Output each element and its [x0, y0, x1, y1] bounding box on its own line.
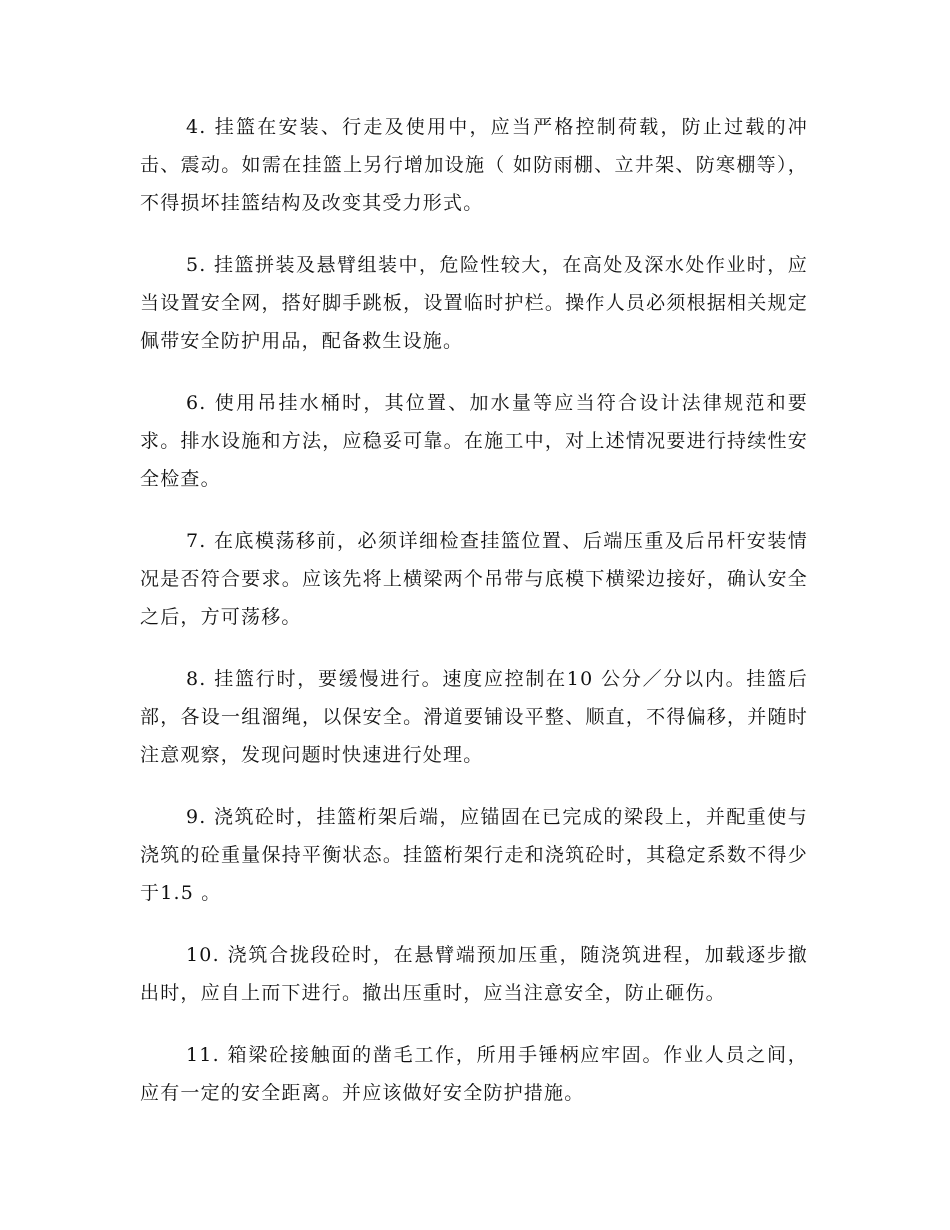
paragraph-item-11: 11. 箱梁砼接触面的凿毛工作，所用手锤柄应牢固。作业人员之间，应有一定的安全距离。并应该做好安全防护措施。 — [140, 1044, 808, 1104]
paragraph-item-10: 10. 浇筑合拢段砼时，在悬臂端预加压重，随浇筑进程，加载逐步撤出时，应自上而下进行。撤出压重时，应当注意安全，防止砸伤。 — [140, 944, 808, 1004]
paragraph-item-7: 7. 在底模荡移前，必须详细检查挂篮位置、后端压重及后吊杆安装情况是否符合要求。应该先将上横梁两个吊带与底模下横梁边接好，确认安全之后，方可荡移。 — [140, 530, 808, 628]
paragraph-item-9: 9. 浇筑砼时，挂篮桁架后端，应锚固在已完成的梁段上，并配重使与浇筑的砼重量保持平衡状态。挂篮桁架行走和浇筑砼时，其稳定系数不得少于1.5 。 — [140, 806, 808, 904]
document-body — [140, 108, 808, 1136]
paragraph-item-6: 6. 使用吊挂水桶时，其位置、加水量等应当符合设计法律规范和要求。排水设施和方法，应稳妥可靠。在施工中，对上述情况要进行持续性安全检查。 — [140, 392, 808, 490]
paragraph-item-5: 5. 挂篮拼装及悬臂组装中，危险性较大，在高处及深水处作业时，应当设置安全网，搭好脚手跳板，设置临时护栏。操作人员必须根据相关规定佩带安全防护用品，配备救生设施。 — [140, 254, 808, 352]
paragraph-item-8: 8. 挂篮行时，要缓慢进行。速度应控制在10 公分／分以内。挂篮后部，各设一组溜绳，以保安全。滑道要铺设平整、顺直，不得偏移，并随时注意观察，发现问题时快速进行处理。 — [140, 668, 808, 766]
paragraph-item-4: 4. 挂篮在安装、行走及使用中，应当严格控制荷载，防止过载的冲击、震动。如需在挂篮上另行增加设施（ 如防雨棚、立井架、防寒棚等），不得损坏挂篮结构及改变其受力形式。 — [140, 116, 808, 214]
